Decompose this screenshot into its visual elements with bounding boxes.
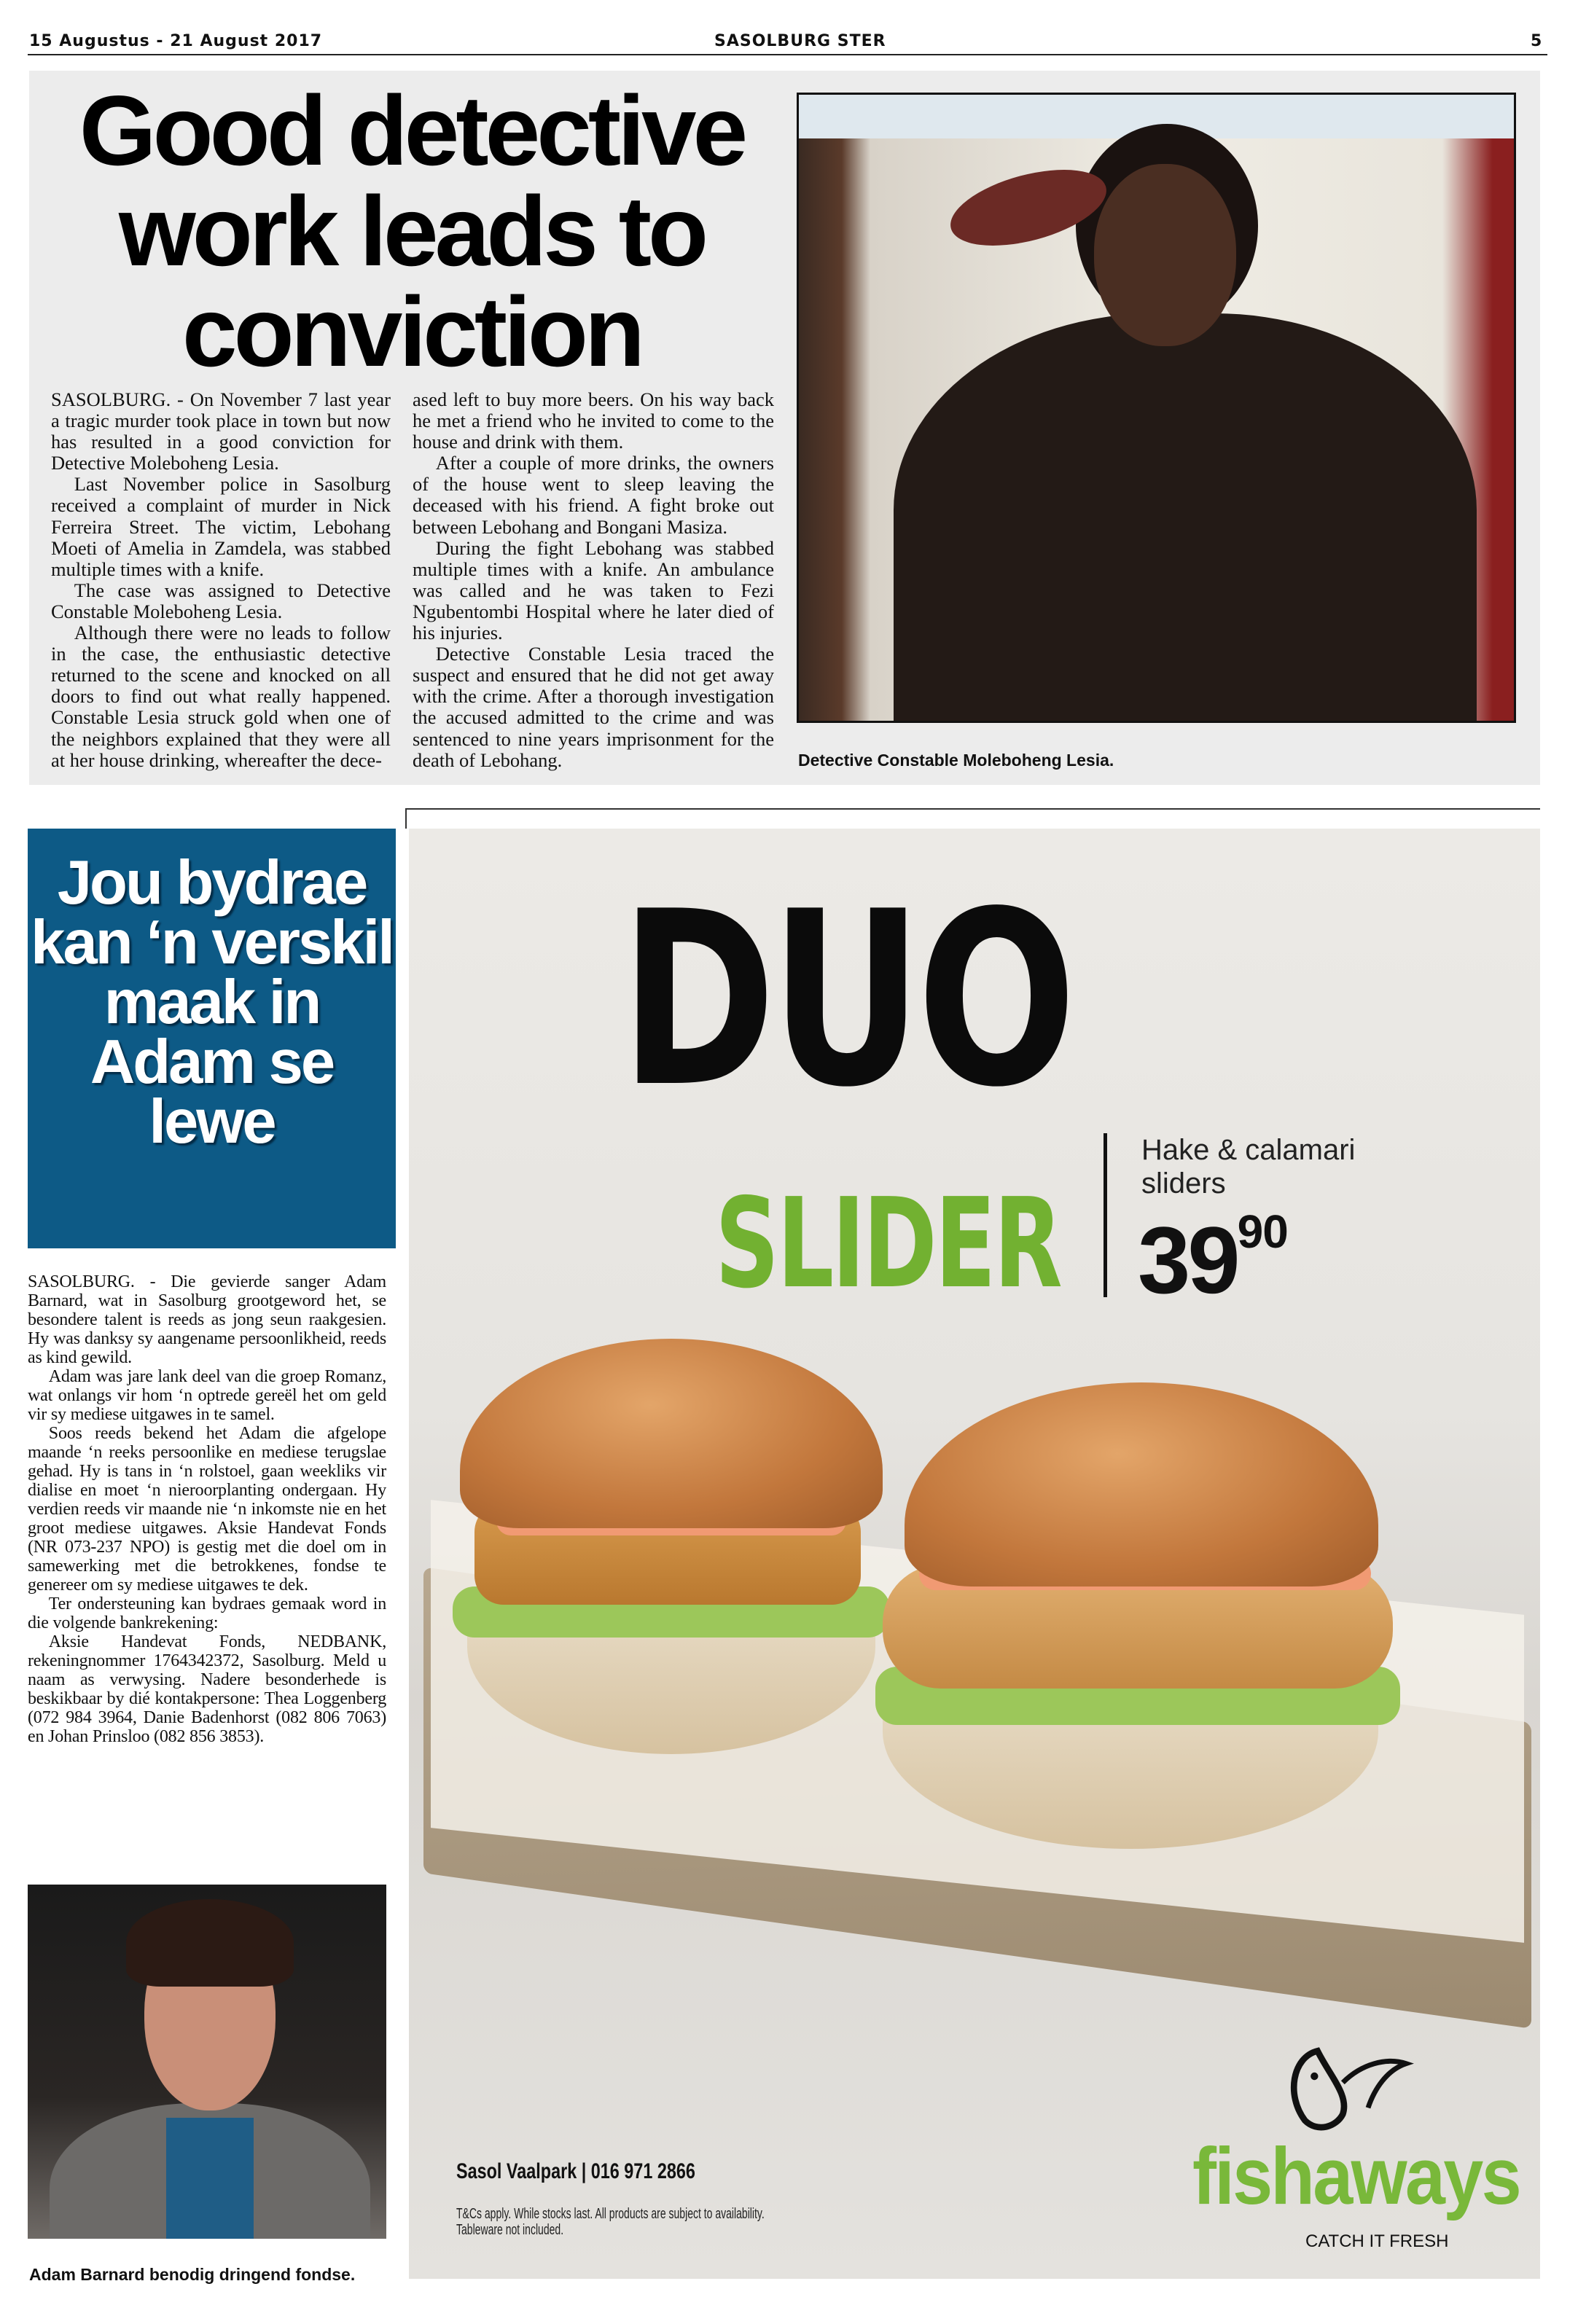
photo-person-body bbox=[894, 313, 1477, 723]
photo-person-face bbox=[1094, 164, 1236, 346]
ad-border bbox=[405, 808, 407, 829]
fishaways-fish-icon bbox=[1269, 2038, 1429, 2133]
header-rule bbox=[28, 54, 1547, 55]
fishaways-tagline: CATCH IT FRESH bbox=[1305, 2231, 1449, 2251]
paragraph: SASOLBURG. - Die gevierde sanger Adam Barnard, wat in Sasolburg grootgeword het, se besondere talent is reeds as jong seun raakgesien. Hy was danksy sy aangename persoonlikheid, reeds as kind gewild. bbox=[28, 1272, 386, 1367]
article-column-1 bbox=[51, 389, 391, 771]
terms-line: Tableware not included. bbox=[456, 2222, 564, 2238]
paragraph: After a couple of more drinks, the owners of the house went to sleep leaving the deceased with his friend. A fight broke out between Lebohang and Bongani Masiza. bbox=[413, 452, 774, 538]
photo-caption: Detective Constable Moleboheng Lesia. bbox=[798, 751, 1114, 770]
ad-price bbox=[1138, 1205, 1288, 1315]
paragraph: Detective Constable Lesia traced the suspect and ensured that he did not get away with the crime. After a thorough investigation the accused admitted to the crime and was sentenced to nine years imprisonment for the death of Lebohang. bbox=[413, 643, 774, 771]
issue-date: 15 Augustus - 21 August 2017 bbox=[29, 32, 323, 50]
paragraph: ased left to buy more beers. On his way back he met a friend who he invited to come to the house and drink with them. bbox=[413, 388, 774, 453]
photo-person-shirt bbox=[166, 2118, 254, 2239]
paragraph: Soos reeds bekend het Adam die afgelope maande ‘n reeks persoonlike en mediese terugslae gehad. Hy is tans in ‘n rolstoel, gaan weekliks vir dialise en moet ‘n nieroorplanting ondergaan. Hy verdien reeds vir maande nie ‘n inkomste nie en het groot mediese uitgawes. Aksie Handevat Fonds (NR 073-237 NPO) is gestig met die doel om in samewerking met die betrokkenes, fondse te genereer om sy mediese uitgawes te dek. bbox=[28, 1424, 386, 1595]
detective-photo bbox=[797, 93, 1516, 723]
photo-caption: Adam Barnard benodig dringend fondse. bbox=[29, 2265, 356, 2284]
fishaways-logo: fishaways bbox=[1192, 2132, 1520, 2221]
burger-top-bun bbox=[460, 1339, 883, 1528]
feature-headline-box: Jou bydrae kan ‘n verskil maak in Adam se lewe bbox=[28, 829, 396, 1248]
paragraph: The case was assigned to Detective Constable Moleboheng Lesia. bbox=[51, 579, 391, 622]
ad-title-slider: SLIDER bbox=[715, 1172, 1061, 1316]
ad-product-description: Hake & calamari sliders bbox=[1141, 1134, 1356, 1200]
paragraph: Although there were no leads to follow in the case, the enthusiastic detective returned to the scene and knocked on all doors to find out what really happened. Constable Lesia struck gold when one of the neighbors explained that they were all at her house drinking, whereafter the dece- bbox=[51, 622, 391, 771]
paragraph: Adam was jare lank deel van die groep Romanz, wat onlangs vir hom ‘n optrede gereël het om geld vir sy mediese uitgawes in te samel. bbox=[28, 1367, 386, 1424]
adam-barnard-photo bbox=[28, 1885, 386, 2239]
paragraph: Last November police in Sasolburg received a complaint of murder in Nick Ferreira Street. The victim, Lebohang Moeti of Amelia in Zamdela, was stabbed multiple times with a knife. bbox=[51, 473, 391, 580]
newspaper-name: SASOLBURG STER bbox=[714, 32, 886, 50]
paragraph: SASOLBURG. - On November 7 last year a tragic murder took place in town but now has resulted in a good conviction for Detective Moleboheng Lesia. bbox=[51, 388, 391, 474]
feature-article-body bbox=[28, 1272, 386, 1746]
store-contact: Sasol Vaalpark | 016 971 2866 bbox=[456, 2159, 695, 2183]
paragraph: Aksie Handevat Fonds, NEDBANK, rekeningnommer 1764342372, Sasolburg. Meld u naam as verwysing. Nadere besonderhede is beskikbaar by dié kontakpersone: Thea Loggenberg (072 984 3964, Danie Badenhorst (082 806 7063) en Johan Prinsloo (082 856 3853). bbox=[28, 1632, 386, 1746]
paragraph: Ter ondersteuning kan bydraes gemaak word in die volgende bankrekening: bbox=[28, 1595, 386, 1632]
article-headline: Good detective work leads to conviction bbox=[79, 75, 745, 387]
fishaways-advertisement bbox=[409, 829, 1540, 2279]
burger-top-bun bbox=[905, 1382, 1378, 1586]
article-column-2 bbox=[413, 389, 774, 771]
ad-divider bbox=[1104, 1133, 1107, 1297]
ad-title-duo: DUO bbox=[620, 860, 1071, 1140]
price-cents: 90 bbox=[1237, 1205, 1288, 1258]
terms-conditions bbox=[456, 2206, 765, 2238]
photo-person-hair bbox=[126, 1899, 294, 1987]
terms-line: T&Cs apply. While stocks last. All products are subject to availability. bbox=[456, 2206, 765, 2222]
paragraph: During the fight Lebohang was stabbed multiple times with a knife. An ambulance was called and he was taken to Fezi Ngubentombi Hospital where he later died of his injuries. bbox=[413, 536, 774, 644]
page-number: 5 bbox=[1531, 32, 1543, 50]
ad-border bbox=[405, 808, 1540, 810]
price-rands: 39 bbox=[1138, 1207, 1238, 1313]
